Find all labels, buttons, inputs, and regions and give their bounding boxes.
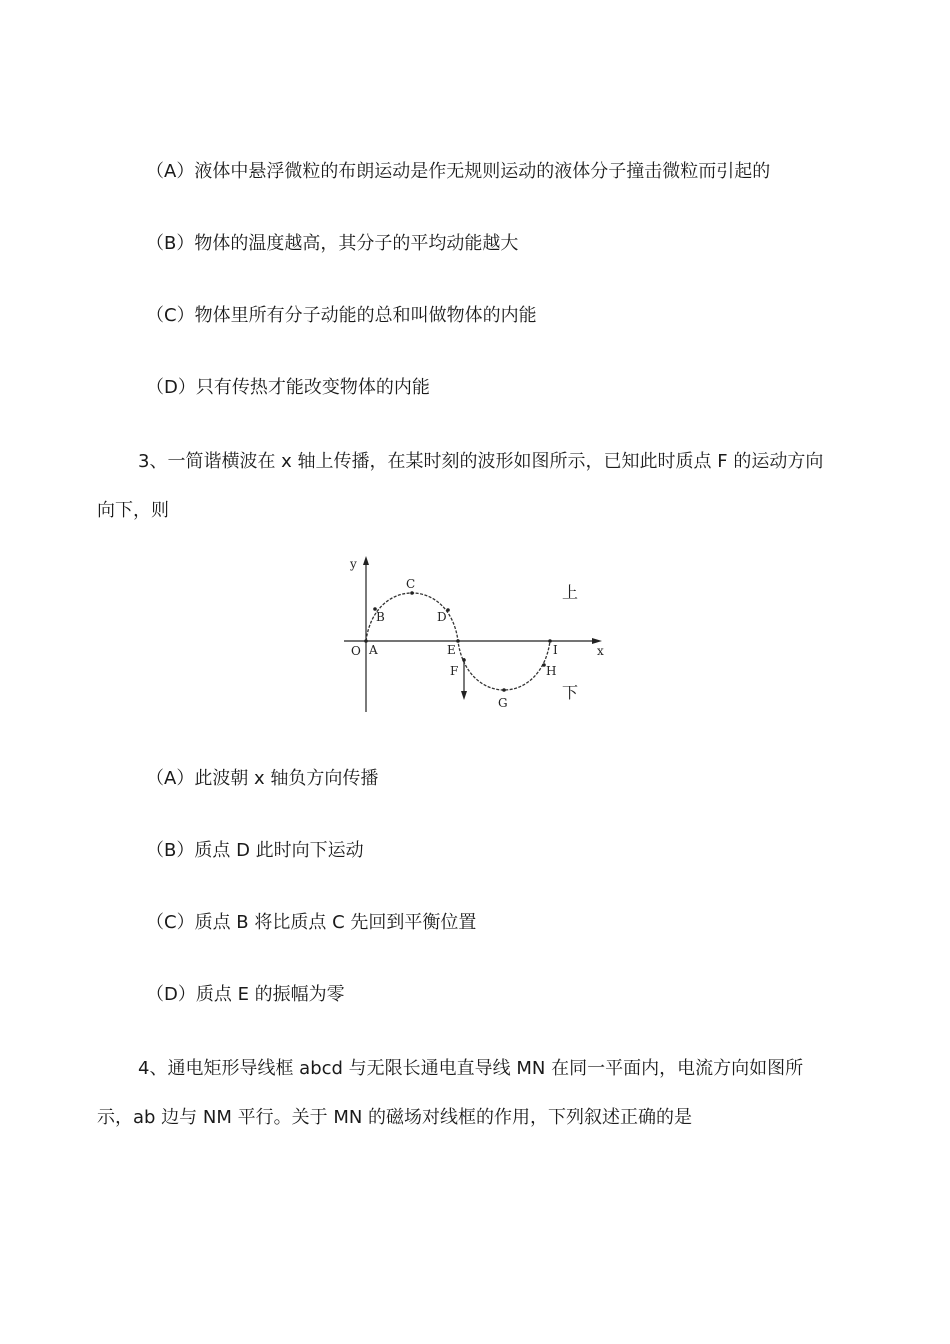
q4-stem-line2: 示，ab 边与 NM 平行。关于 MN 的磁场对线框的作用，下列叙述正确的是 [97,1107,693,1128]
q3-option-c: （C）质点 B 将比质点 C 先回到平衡位置 [146,912,477,933]
point-d-label: D [437,610,447,624]
q2-option-d: （D）只有传热才能改变物体的内能 [146,377,430,398]
q3-stem-line1: 3、一简谐横波在 x 轴上传播，在某时刻的波形如图所示，已知此时质点 F 的运动方向 [138,451,824,472]
q2-option-a: （A）液体中悬浮微粒的布朗运动是作无规则运动的液体分子撞击微粒而引起的 [146,161,771,182]
point-i-label: I [553,643,558,657]
point-g-label: G [498,696,508,710]
q2-option-c: （C）物体里所有分子动能的总和叫做物体的内能 [146,305,537,326]
point-i-dot [548,639,552,643]
point-b-label: B [376,610,385,624]
point-f-dot [462,658,466,662]
q3-option-b: （B）质点 D 此时向下运动 [146,840,364,861]
wave-figure [340,550,612,718]
point-e-label: E [447,643,456,657]
point-e-dot [456,639,460,643]
point-d-dot [446,608,450,612]
x-axis-label: x [597,644,604,658]
point-g-dot [502,688,506,692]
point-f-label: F [450,664,459,678]
point-c-label: C [406,577,416,591]
point-h-label: H [546,664,557,678]
q2-option-b: （B）物体的温度越高，其分子的平均动能越大 [146,233,519,254]
up-label: 上 [562,583,579,602]
y-axis-arrow [363,556,369,565]
point-a-label: A [369,643,378,657]
q4-stem-line1: 4、通电矩形导线框 abcd 与无限长通电直导线 MN 在同一平面内，电流方向如图所 [138,1058,804,1079]
origin-label: O [351,644,361,658]
point-c-dot [410,591,414,595]
point-a-dot [364,639,368,643]
f-direction-arrow [461,691,467,700]
y-axis-label: y [350,557,357,571]
q3-option-d: （D）质点 E 的振幅为零 [146,984,345,1005]
down-label: 下 [562,683,579,702]
q3-option-a: （A）此波朝 x 轴负方向传播 [146,768,379,789]
q3-stem-line2: 向下，则 [97,500,169,521]
